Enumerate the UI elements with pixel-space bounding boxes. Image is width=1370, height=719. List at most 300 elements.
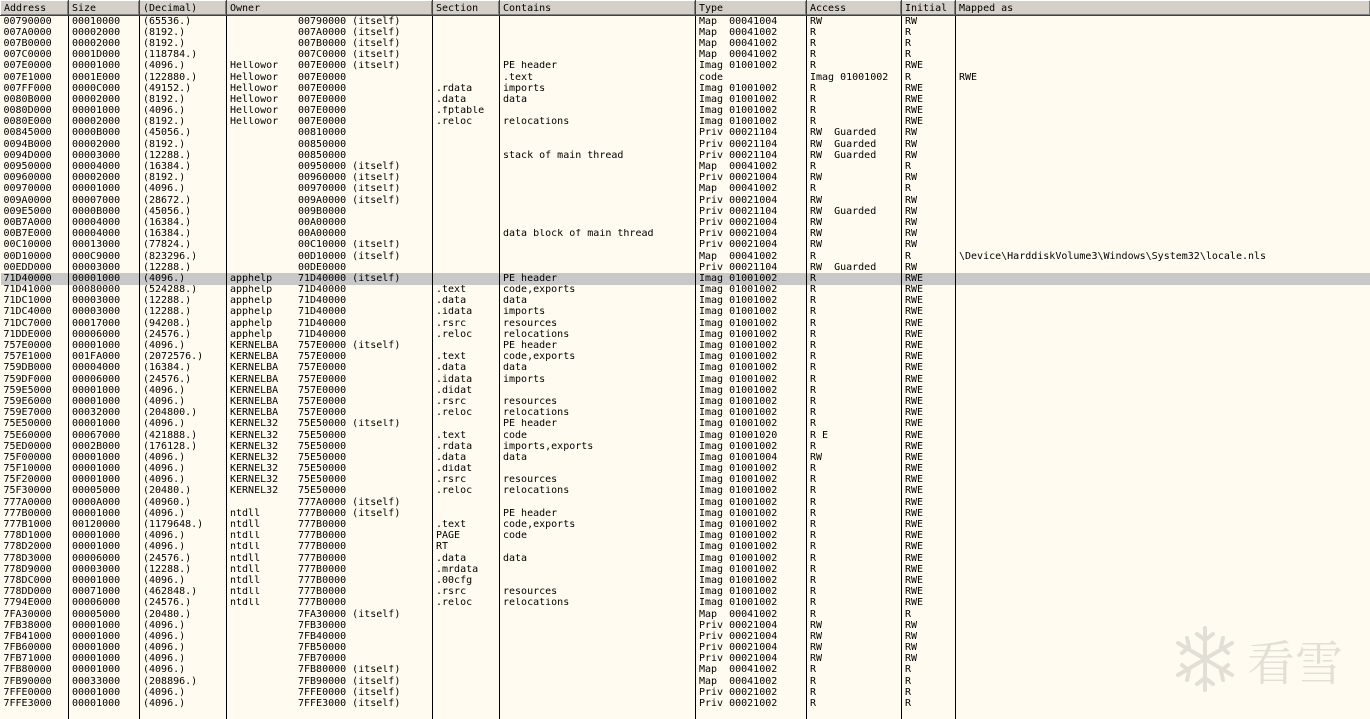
- owner-base: 00850000: [298, 139, 347, 150]
- owner-base: 007B0000 (itself): [298, 38, 401, 49]
- cell-owner: [227, 464, 433, 475]
- cell-type: Map 00041002: [696, 184, 807, 195]
- table-row[interactable]: [1, 676, 1370, 687]
- cell-decimal: (421888.): [140, 430, 227, 441]
- table-row[interactable]: [1, 61, 1370, 72]
- owner-base: 777B0000: [298, 597, 347, 609]
- cell-section: .didat: [433, 464, 500, 475]
- owner-base: 7FA30000 (itself): [298, 608, 401, 620]
- cell-type: Imag 01001002: [696, 374, 807, 385]
- cell-access: R: [807, 83, 902, 94]
- cell-access: RW: [807, 631, 902, 642]
- table-row[interactable]: [1, 318, 1370, 329]
- table-row[interactable]: [1, 363, 1370, 374]
- cell-initial: RWE: [902, 519, 956, 530]
- table-row[interactable]: [1, 553, 1370, 564]
- cell-type: Imag 01001002: [696, 106, 807, 117]
- cell-section: .rsrc: [433, 318, 500, 329]
- cell-initial: RW: [902, 217, 956, 228]
- cell-type: Imag 01001002: [696, 441, 807, 452]
- cell-owner: [227, 687, 433, 698]
- cell-size: 00017000: [69, 318, 140, 329]
- cell-size: 00001000: [69, 184, 140, 195]
- cell-decimal: (20480.): [140, 486, 227, 497]
- owner-module: ntdll: [230, 564, 261, 575]
- cell-owner: [227, 27, 433, 38]
- column-header-access[interactable]: Access: [807, 1, 902, 16]
- cell-owner: [227, 598, 433, 609]
- owner-base: 00C10000 (itself): [298, 239, 401, 251]
- cell-size: 00002000: [69, 27, 140, 38]
- owner-module: KERNEL32: [230, 418, 279, 430]
- cell-access: R: [807, 676, 902, 687]
- cell-owner: [227, 542, 433, 553]
- table-row[interactable]: [1, 609, 1370, 620]
- cell-type: Imag 01001002: [696, 329, 807, 340]
- cell-access: RW: [807, 173, 902, 184]
- table-row[interactable]: [1, 430, 1370, 441]
- cell-mapped-as: [956, 352, 1370, 363]
- table-row[interactable]: [1, 117, 1370, 128]
- table-row[interactable]: [1, 643, 1370, 654]
- cell-address: 0094D000: [1, 150, 69, 161]
- owner-base: 007C0000 (itself): [298, 49, 401, 61]
- column-header-contains[interactable]: Contains: [500, 1, 696, 16]
- cell-size: 00001000: [69, 340, 140, 351]
- cell-initial: RWE: [902, 575, 956, 586]
- cell-access: R: [807, 385, 902, 396]
- cell-initial: RW: [902, 206, 956, 217]
- table-row[interactable]: [1, 217, 1370, 228]
- cell-decimal: (65536.): [140, 16, 227, 28]
- cell-mapped-as: [956, 285, 1370, 296]
- memory-map-body: [1, 16, 1370, 719]
- owner-base: 71D40000: [298, 318, 347, 329]
- cell-mapped-as: [956, 497, 1370, 508]
- table-row[interactable]: [1, 598, 1370, 609]
- cell-mapped-as: [956, 27, 1370, 38]
- cell-access: R: [807, 441, 902, 452]
- table-row[interactable]: [1, 654, 1370, 665]
- cell-decimal: (4096.): [140, 665, 227, 676]
- table-row[interactable]: [1, 542, 1370, 553]
- cell-type: Imag 01001002: [696, 385, 807, 396]
- cell-initial: R: [902, 38, 956, 49]
- cell-decimal: (49152.): [140, 83, 227, 94]
- cell-section: .data: [433, 94, 500, 105]
- column-header-row: [1, 1, 1370, 16]
- table-row[interactable]: [1, 352, 1370, 363]
- table-row[interactable]: [1, 475, 1370, 486]
- cell-contains: code,exports: [500, 285, 696, 296]
- cell-contains: stack of main thread: [500, 150, 696, 161]
- cell-contains: data block of main thread: [500, 229, 696, 240]
- table-row[interactable]: [1, 464, 1370, 475]
- cell-access: R: [807, 161, 902, 172]
- cell-access: R: [807, 687, 902, 698]
- owner-base: 00950000 (itself): [298, 161, 401, 173]
- table-row[interactable]: [1, 519, 1370, 530]
- cell-owner: [227, 128, 433, 139]
- cell-address: 0094B000: [1, 139, 69, 150]
- owner-base: 007E0000 (itself): [298, 60, 401, 72]
- table-row[interactable]: [1, 564, 1370, 575]
- cell-contains: resources: [500, 318, 696, 329]
- cell-mapped-as: [956, 654, 1370, 665]
- cell-access: R: [807, 296, 902, 307]
- cell-owner: [227, 441, 433, 452]
- cell-mapped-as: [956, 542, 1370, 553]
- cell-type: Imag 01001002: [696, 464, 807, 475]
- cell-access: R: [807, 497, 902, 508]
- table-row[interactable]: [1, 508, 1370, 519]
- table-row[interactable]: [1, 173, 1370, 184]
- cell-initial: RWE: [902, 340, 956, 351]
- owner-base: 75E50000: [298, 463, 347, 475]
- table-row[interactable]: [1, 128, 1370, 139]
- owner-base: 757E0000: [298, 351, 347, 363]
- cell-type: Priv 00021104: [696, 206, 807, 217]
- table-row[interactable]: [1, 72, 1370, 83]
- cell-contains: relocations: [500, 408, 696, 419]
- cell-access: R: [807, 587, 902, 598]
- cell-owner: [227, 430, 433, 441]
- cell-owner: [227, 50, 433, 61]
- cell-decimal: (4096.): [140, 106, 227, 117]
- cell-section: .idata: [433, 374, 500, 385]
- cell-type: Imag 01001002: [696, 519, 807, 530]
- cell-address: 7FB38000: [1, 620, 69, 631]
- cell-contains: [500, 542, 696, 553]
- column-header-type[interactable]: Type: [696, 1, 807, 16]
- table-row[interactable]: [1, 419, 1370, 430]
- cell-section: [433, 50, 500, 61]
- cell-section: [433, 419, 500, 430]
- owner-base: 00DE0000: [298, 262, 347, 273]
- table-row[interactable]: [1, 195, 1370, 206]
- cell-owner: [227, 16, 433, 28]
- table-row[interactable]: [1, 240, 1370, 251]
- cell-section: .idata: [433, 307, 500, 318]
- cell-address: 75E50000: [1, 419, 69, 430]
- cell-section: .data: [433, 553, 500, 564]
- cell-size: 00004000: [69, 161, 140, 172]
- cell-contains: [500, 464, 696, 475]
- owner-module: apphelp: [230, 284, 273, 296]
- cell-decimal: (4096.): [140, 419, 227, 430]
- cell-contains: code: [500, 430, 696, 441]
- table-row[interactable]: [1, 408, 1370, 419]
- cell-address: 7FFE3000: [1, 698, 69, 709]
- table-row[interactable]: [1, 441, 1370, 452]
- cell-mapped-as: [956, 665, 1370, 676]
- cell-contains: [500, 38, 696, 49]
- owner-module: Hellowor: [230, 71, 279, 83]
- cell-owner: [227, 631, 433, 642]
- table-row[interactable]: [1, 329, 1370, 340]
- owner-module: KERNELBA: [230, 362, 279, 374]
- cell-type: Imag 01001002: [696, 296, 807, 307]
- cell-address: 00B7A000: [1, 217, 69, 228]
- cell-initial: RWE: [902, 61, 956, 72]
- cell-contains: relocations: [500, 117, 696, 128]
- cell-section: [433, 654, 500, 665]
- cell-decimal: (4096.): [140, 575, 227, 586]
- cell-address: 009E5000: [1, 206, 69, 217]
- table-row[interactable]: [1, 296, 1370, 307]
- cell-size: 00002000: [69, 173, 140, 184]
- cell-address: 759E6000: [1, 396, 69, 407]
- cell-contains: [500, 676, 696, 687]
- cell-section: .data: [433, 363, 500, 374]
- table-row[interactable]: [1, 687, 1370, 698]
- cell-mapped-as: [956, 273, 1370, 284]
- cell-type: Imag 01001002: [696, 419, 807, 430]
- cell-type: Imag 01001002: [696, 587, 807, 598]
- cell-type: Imag 01001002: [696, 408, 807, 419]
- column-header-size[interactable]: Size: [69, 1, 140, 16]
- table-row[interactable]: [1, 139, 1370, 150]
- column-header-section[interactable]: Section: [433, 1, 500, 16]
- cell-mapped-as: [956, 139, 1370, 150]
- table-row[interactable]: [1, 698, 1370, 709]
- cell-initial: RW: [902, 150, 956, 161]
- cell-decimal: (45056.): [140, 128, 227, 139]
- table-row[interactable]: [1, 184, 1370, 195]
- cell-type: Priv 00021004: [696, 217, 807, 228]
- cell-initial: RW: [902, 643, 956, 654]
- cell-type: Map 00041002: [696, 161, 807, 172]
- owner-module: KERNELBA: [230, 340, 279, 352]
- table-row[interactable]: [1, 587, 1370, 598]
- cell-access: RW: [807, 452, 902, 463]
- table-row[interactable]: [1, 94, 1370, 105]
- cell-section: .reloc: [433, 598, 500, 609]
- cell-size: 00001000: [69, 385, 140, 396]
- cell-size: 00006000: [69, 598, 140, 609]
- table-row[interactable]: [1, 251, 1370, 262]
- cell-type: Imag 01001002: [696, 564, 807, 575]
- cell-section: .text: [433, 352, 500, 363]
- cell-size: 00007000: [69, 195, 140, 206]
- cell-mapped-as: [956, 486, 1370, 497]
- cell-decimal: (4096.): [140, 531, 227, 542]
- table-row[interactable]: [1, 452, 1370, 463]
- owner-base: 777B0000: [298, 553, 347, 564]
- cell-size: 00001000: [69, 631, 140, 642]
- cell-contains: [500, 643, 696, 654]
- cell-size: 00004000: [69, 363, 140, 374]
- cell-mapped-as: [956, 50, 1370, 61]
- owner-base: 757E0000: [298, 385, 347, 396]
- cell-mapped-as: [956, 441, 1370, 452]
- cell-section: [433, 38, 500, 49]
- cell-owner: [227, 106, 433, 117]
- column-header-owner[interactable]: Owner: [227, 1, 433, 16]
- owner-module: ntdll: [230, 586, 261, 598]
- cell-owner: [227, 408, 433, 419]
- cell-mapped-as: [956, 643, 1370, 654]
- cell-initial: RWE: [902, 452, 956, 463]
- cell-section: [433, 273, 500, 284]
- cell-decimal: (118784.): [140, 50, 227, 61]
- cell-section: .rsrc: [433, 396, 500, 407]
- table-row[interactable]: [1, 620, 1370, 631]
- cell-address: 778D1000: [1, 531, 69, 542]
- cell-decimal: (1179648.): [140, 519, 227, 530]
- cell-section: .rdata: [433, 441, 500, 452]
- cell-type: Map 00041002: [696, 50, 807, 61]
- owner-base: 757E0000: [298, 362, 347, 374]
- cell-mapped-as: [956, 430, 1370, 441]
- cell-section: .rsrc: [433, 475, 500, 486]
- table-row[interactable]: [1, 531, 1370, 542]
- owner-base: 00A00000: [298, 217, 347, 228]
- cell-decimal: (4096.): [140, 61, 227, 72]
- table-row[interactable]: [1, 486, 1370, 497]
- cell-contains: relocations: [500, 329, 696, 340]
- table-row[interactable]: [1, 16, 1370, 28]
- cell-address: 71D40000: [1, 273, 69, 284]
- table-row[interactable]: [1, 262, 1370, 273]
- cell-contains: [500, 27, 696, 38]
- cell-owner: [227, 385, 433, 396]
- cell-mapped-as: [956, 150, 1370, 161]
- table-row[interactable]: [1, 285, 1370, 296]
- cell-size: 00004000: [69, 229, 140, 240]
- owner-base: 7FFE0000 (itself): [298, 687, 401, 698]
- cell-contains: [500, 128, 696, 139]
- cell-access: R: [807, 285, 902, 296]
- cell-mapped-as: [956, 475, 1370, 486]
- cell-access: R: [807, 352, 902, 363]
- table-row[interactable]: [1, 106, 1370, 117]
- owner-module: ntdll: [230, 541, 261, 553]
- table-row[interactable]: [1, 27, 1370, 38]
- cell-address: 71DC4000: [1, 307, 69, 318]
- table-row[interactable]: [1, 340, 1370, 351]
- table-row[interactable]: [1, 83, 1370, 94]
- cell-initial: RWE: [902, 531, 956, 542]
- owner-module: apphelp: [230, 329, 273, 340]
- table-row[interactable]: [1, 575, 1370, 586]
- cell-size: 00001000: [69, 542, 140, 553]
- cell-access: R: [807, 408, 902, 419]
- cell-type: Imag 01001002: [696, 542, 807, 553]
- owner-module: apphelp: [230, 318, 273, 329]
- cell-section: .rsrc: [433, 587, 500, 598]
- cell-decimal: (462848.): [140, 587, 227, 598]
- cell-access: RW: [807, 16, 902, 28]
- cell-address: 007E0000: [1, 61, 69, 72]
- column-header-initial[interactable]: Initial: [902, 1, 956, 16]
- table-row[interactable]: [1, 396, 1370, 407]
- cell-mapped-as: [956, 262, 1370, 273]
- table-row[interactable]: [1, 50, 1370, 61]
- column-header-mapped-as[interactable]: Mapped as: [956, 1, 1370, 16]
- cell-section: [433, 150, 500, 161]
- cell-owner: [227, 318, 433, 329]
- cell-contains: [500, 497, 696, 508]
- cell-decimal: (4096.): [140, 464, 227, 475]
- cell-decimal: (40960.): [140, 497, 227, 508]
- owner-base: 777A0000 (itself): [298, 497, 401, 508]
- table-row[interactable]: [1, 161, 1370, 172]
- table-row[interactable]: [1, 38, 1370, 49]
- table-row[interactable]: [1, 497, 1370, 508]
- cell-type: Priv 00021004: [696, 620, 807, 631]
- cell-contains: data: [500, 296, 696, 307]
- owner-module: KERNELBA: [230, 396, 279, 407]
- cell-decimal: (176128.): [140, 441, 227, 452]
- cell-owner: [227, 240, 433, 251]
- cell-address: 0080D000: [1, 106, 69, 117]
- table-row[interactable]: [1, 665, 1370, 676]
- cell-type: Imag 01001002: [696, 598, 807, 609]
- cell-access: RW: [807, 240, 902, 251]
- cell-contains: code: [500, 531, 696, 542]
- table-row[interactable]: [1, 307, 1370, 318]
- owner-base: 777B0000: [298, 586, 347, 598]
- cell-initial: R: [902, 698, 956, 709]
- column-header-address[interactable]: Address: [1, 1, 69, 16]
- cell-size: 00001000: [69, 464, 140, 475]
- cell-type: Map 00041002: [696, 38, 807, 49]
- cell-access: R: [807, 508, 902, 519]
- cell-contains: [500, 139, 696, 150]
- cell-type: Priv 00021004: [696, 631, 807, 642]
- cell-initial: RW: [902, 173, 956, 184]
- cell-decimal: (4096.): [140, 620, 227, 631]
- cell-type: Imag 01001002: [696, 285, 807, 296]
- cell-decimal: (4096.): [140, 654, 227, 665]
- cell-address: 7FB71000: [1, 654, 69, 665]
- owner-base: 777B0000: [298, 519, 347, 531]
- table-row[interactable]: [1, 206, 1370, 217]
- column-header-decimal[interactable]: (Decimal): [140, 1, 227, 16]
- cell-decimal: (28672.): [140, 195, 227, 206]
- table-row[interactable]: [1, 150, 1370, 161]
- cell-initial: RW: [902, 128, 956, 139]
- cell-access: RW: [807, 195, 902, 206]
- cell-mapped-as: [956, 553, 1370, 564]
- table-row[interactable]: [1, 385, 1370, 396]
- cell-decimal: (4096.): [140, 698, 227, 709]
- cell-owner: [227, 698, 433, 709]
- cell-contains: resources: [500, 396, 696, 407]
- cell-decimal: (20480.): [140, 609, 227, 620]
- cell-owner: [227, 363, 433, 374]
- cell-decimal: (4096.): [140, 542, 227, 553]
- cell-initial: RWE: [902, 475, 956, 486]
- table-row[interactable]: [1, 229, 1370, 240]
- cell-mapped-as: [956, 363, 1370, 374]
- cell-owner: [227, 161, 433, 172]
- table-row[interactable]: [1, 374, 1370, 385]
- cell-access: R: [807, 564, 902, 575]
- owner-module: ntdll: [230, 530, 261, 542]
- cell-address: 778DC000: [1, 575, 69, 586]
- cell-access: RW Guarded: [807, 128, 902, 139]
- cell-size: 00006000: [69, 553, 140, 564]
- cell-contains: imports: [500, 374, 696, 385]
- cell-owner: [227, 139, 433, 150]
- table-row[interactable]: [1, 631, 1370, 642]
- cell-size: 00001000: [69, 475, 140, 486]
- table-row[interactable]: [1, 273, 1370, 284]
- cell-initial: RWE: [902, 486, 956, 497]
- cell-mapped-as: [956, 240, 1370, 251]
